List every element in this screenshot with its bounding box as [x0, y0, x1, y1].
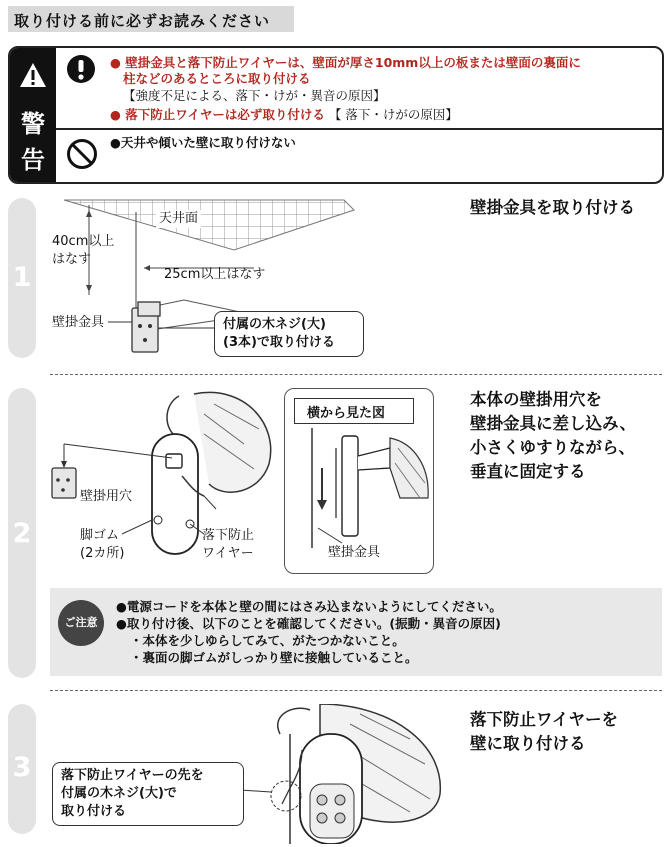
step1-title: 壁掛金具を取り付ける [470, 198, 635, 217]
step2-feet-line2: (2カ所) [80, 546, 125, 561]
caution-note-2: ●取り付け後、以下のことを確認してください。(振動・異音の原因) [116, 616, 501, 631]
side-view-title-box [294, 398, 414, 424]
warning-kanji-2: 告 [21, 146, 45, 174]
step2-hole-label: 壁掛用穴 [80, 489, 133, 504]
step1-callout-line1: 付属の木ネジ(大) [223, 317, 326, 332]
divider-2 [50, 690, 662, 691]
step1-callout [214, 311, 364, 357]
warning-item1-line2: 柱などのあるところに取り付ける [123, 71, 311, 86]
step3-title-line1: 落下防止ワイヤーを [470, 710, 619, 729]
warning-item1-reason: 【強度不足による、落下・けが・異音の原因】 [123, 88, 386, 103]
step3-callout [52, 762, 244, 826]
step2-title-line2: 壁掛金具に差し込み、 [470, 414, 636, 433]
warning-box [8, 46, 664, 184]
step2-wire-line1: 落下防止 [202, 528, 255, 543]
step2-title-line3: 小さくゆすりながら、 [470, 438, 635, 457]
step1-bracket-label: 壁掛金具 [52, 315, 105, 330]
warning-triangle-icon [19, 62, 47, 88]
step1-distance-40-line2: はなす [52, 252, 92, 267]
step1-number: 1 [12, 262, 32, 293]
step3-title-line2: 壁に取り付ける [470, 734, 586, 753]
caution-note-4: ・裏面の脚ゴムがしっかり壁に接触していること。 [130, 650, 418, 665]
step2-wire-line2: ワイヤー [202, 546, 254, 561]
caution-note-1: ●電源コードを本体と壁の間にはさみ込まないようにしてください。 [116, 599, 502, 614]
divider-1 [50, 374, 662, 375]
section-title: 取り付ける前に必ずお読みください [14, 12, 271, 30]
step2-feet-line1: 脚ゴム [80, 528, 120, 543]
warning-kanji-1: 警 [21, 110, 45, 138]
step1-distance-40-line1: 40cm以上 [52, 234, 115, 249]
warning-item2: ● 落下防止ワイヤーは必ず取り付ける 【 落下・けがの原因】 [110, 107, 458, 122]
section-header [8, 6, 294, 32]
step3-callout-line2: 付属の木ネジ(大)で [61, 786, 177, 801]
warning-divider [56, 128, 662, 130]
step1-callout-line2: (3本)で取り付ける [223, 335, 335, 350]
step1-distance-25: 25cm以上はなす [164, 267, 266, 282]
step3-illustration [240, 704, 455, 844]
mandatory-icon [66, 54, 96, 84]
step2-number: 2 [12, 518, 32, 549]
side-view-title: 横から見た図 [307, 406, 386, 421]
prohibition-icon [66, 138, 98, 170]
step1-ceiling-label: 天井面 [156, 210, 201, 228]
warning-sidebar [10, 48, 56, 182]
side-view-bracket-label: 壁掛金具 [328, 545, 381, 560]
step3-callout-line3: 取り付ける [61, 804, 127, 819]
caution-note-3: ・本体を少しゆらしてみて、がたつかないこと。 [130, 633, 405, 648]
step3-number: 3 [12, 752, 32, 783]
step2-title-line4: 垂直に固定する [470, 462, 586, 481]
side-view-illustration [290, 428, 430, 548]
caution-badge: ご注意 [58, 600, 104, 646]
step2-title-line1: 本体の壁掛用穴を [470, 390, 602, 409]
warning-item1-line1: ● 壁掛金具と落下防止ワイヤーは、壁面が厚さ10mm以上の板または壁面の裏面に [110, 55, 581, 70]
warning-prohibit: ●天井や傾いた壁に取り付けない [110, 135, 296, 150]
step3-callout-line1: 落下防止ワイヤーの先を [61, 768, 204, 783]
